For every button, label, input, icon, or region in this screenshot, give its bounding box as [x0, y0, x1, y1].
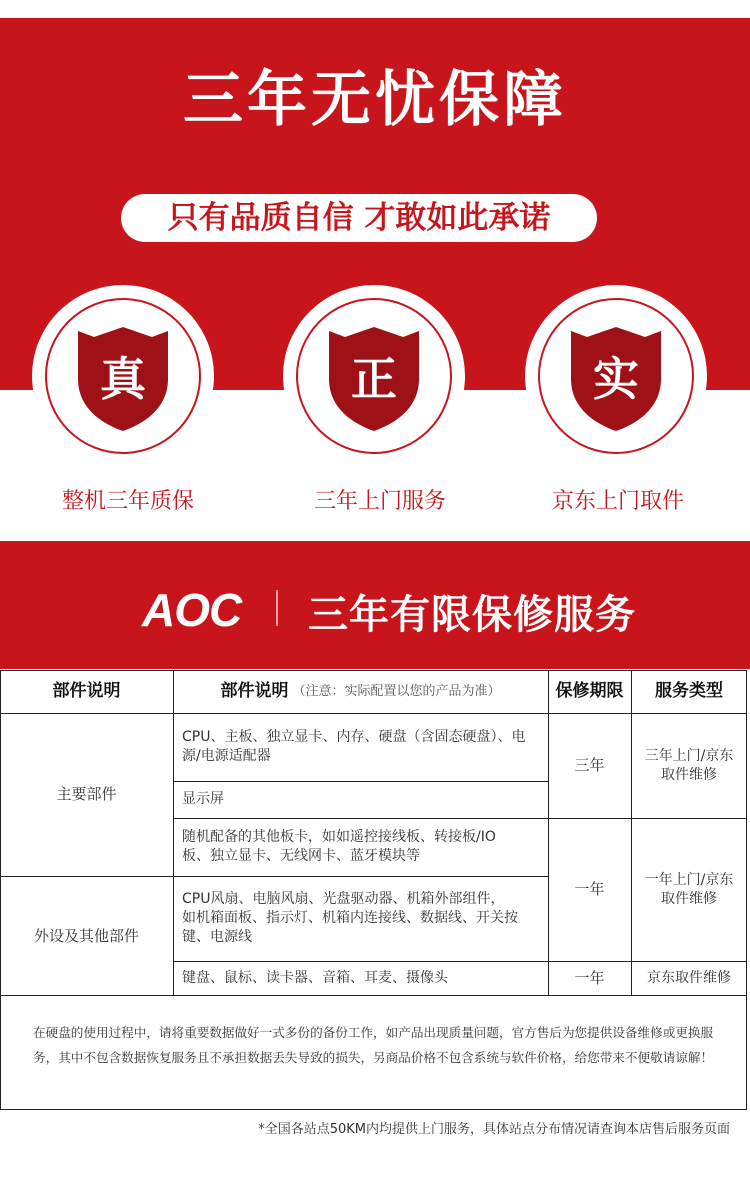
- service-footnote: *全国各站点50KM内均提供上门服务，具体站点分布情况请查询本店售后服务页面: [258, 1122, 730, 1137]
- group-main: 主要部件: [56, 785, 117, 803]
- period-cell: 一年: [574, 969, 605, 987]
- badge-zhen: [32, 285, 214, 467]
- slogan-pill: 只有品质自信 才敢如此承诺: [121, 194, 597, 242]
- table-row: 随机配备的其他板卡，如如遥控接线板、转接板/IO板、独立显卡、无线网卡、蓝牙模块等: [182, 829, 496, 864]
- table-row: CPU风扇、电脑风扇、光盘驱动器、机箱外部组件，如机箱面板、指示灯、机箱内连接线、数据线、开关按键、电源线: [182, 891, 518, 945]
- header-part-desc: [173, 670, 548, 713]
- table-row: 键盘、鼠标、读卡器、音箱、耳麦、摄像头: [182, 970, 448, 986]
- badge-zheng: [283, 285, 465, 467]
- badge-label: 三年上门服务: [313, 489, 446, 514]
- service-cell: 一年上门/京东取件维修: [644, 871, 734, 907]
- group-peripheral: 外设及其他部件: [33, 926, 139, 945]
- band-divider: [276, 590, 278, 626]
- period-cell: 三年: [574, 756, 605, 774]
- header-part: 部件说明: [52, 681, 121, 701]
- header-service: 服务类型: [655, 681, 723, 701]
- band-title: 三年有限保修服务: [308, 592, 636, 638]
- badge-glyph: 实: [593, 352, 639, 406]
- data-backup-notice: 在硬盘的使用过程中，请将重要数据做好一式多份的备份工作，如产品出现质量问题，官方售后为您提供设备维修或更换服务，其中不包含数据恢复服务且不承担数据丢失导致的损失，另商品价格不包含系统与软件价格，给您带来不便敬请谅解！: [0, 995, 747, 1110]
- period-cell: 一年: [574, 880, 605, 898]
- header-part-desc-label: 部件说明: [220, 681, 289, 701]
- badge-label: 整机三年质保: [61, 489, 194, 514]
- header-period: 保修期限: [555, 681, 624, 701]
- hero-title: 三年无忧保障: [183, 65, 567, 135]
- aoc-logo: AOC: [142, 584, 242, 636]
- badge-shi: [525, 285, 707, 467]
- table-row: CPU、主板、独立显卡、内存、硬盘（含固态硬盘）、电源/电源适配器: [182, 729, 526, 764]
- table-row: 显示屏: [182, 791, 224, 807]
- badge-glyph: 真: [100, 352, 146, 406]
- badge-label: 京东上门取件: [551, 489, 684, 514]
- badge-glyph: 正: [351, 352, 397, 406]
- service-cell: 三年上门/京东取件维修: [644, 747, 734, 783]
- header-note: （注意：实际配置以您的产品为准）: [292, 684, 501, 699]
- service-cell: 京东取件维修: [647, 970, 731, 986]
